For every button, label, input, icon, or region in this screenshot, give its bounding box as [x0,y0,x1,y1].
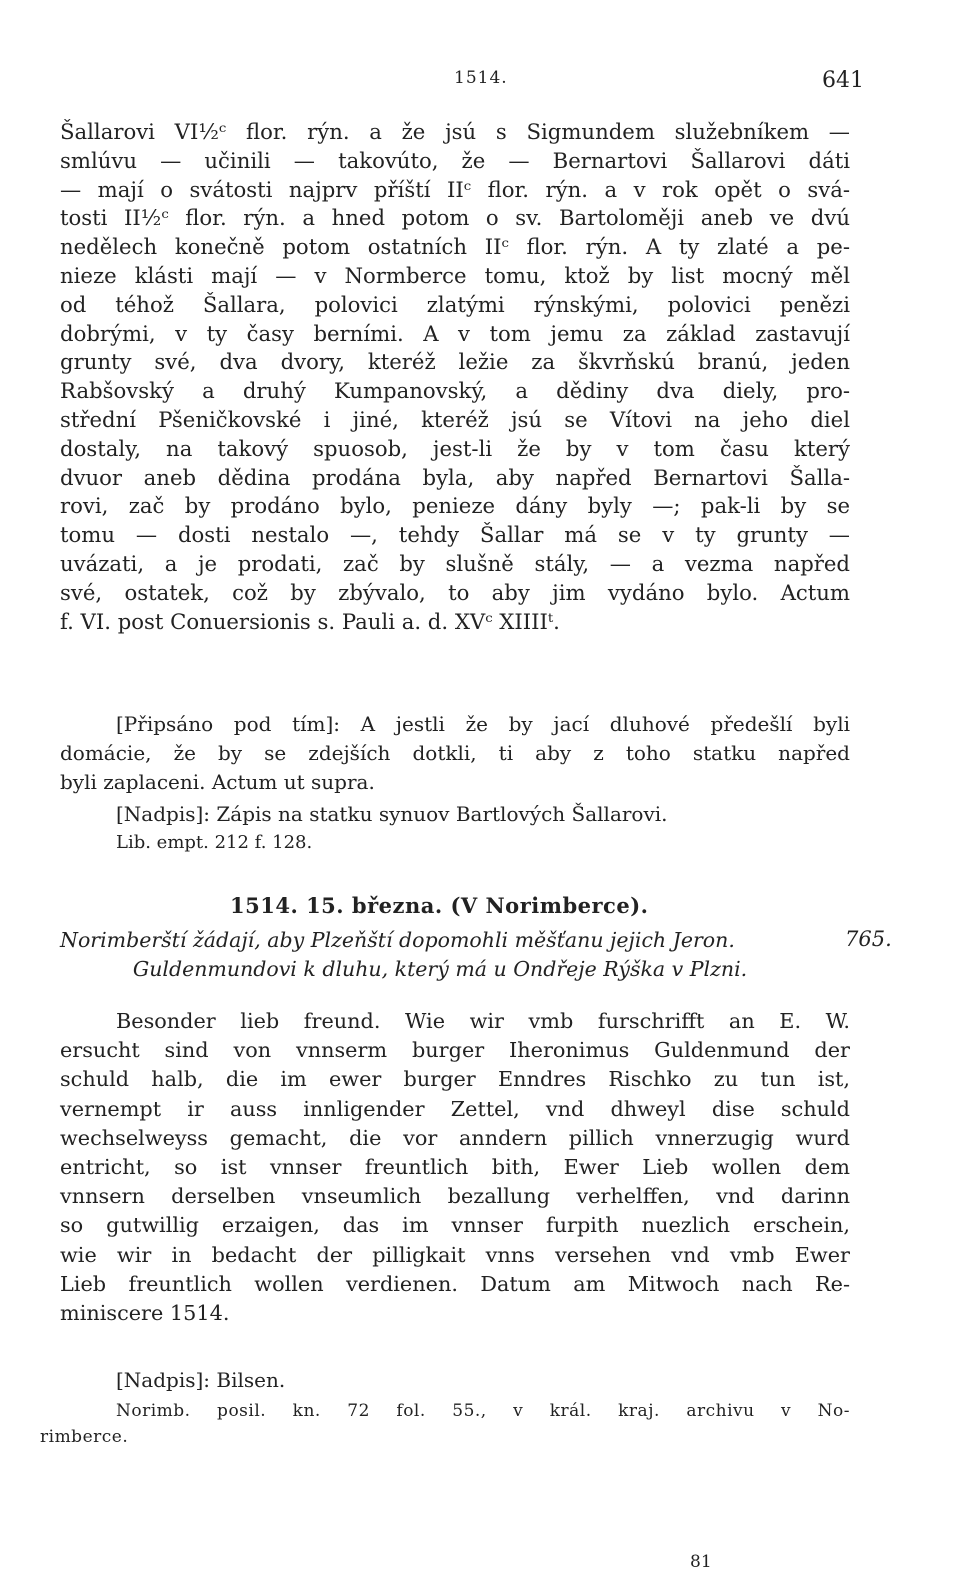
text-line: rovi, zač by prodáno bylo, penieze dány byly —; pak-li by se [60,493,850,519]
regest-line: Norimberští žádají, aby Plzeňští dopomohli měšťanu jejich Jeron. [60,928,735,952]
heading-note-text: [Nadpis]: Zápis na statku synuov Bartlových Šallarovi. [116,802,668,826]
text-line: Šallarovi VI½ᶜ flor. rýn. a že jsú s Sigmundem služebníkem — [60,119,850,144]
text-line: tomu — dosti nestalo —, tehdy Šallar má se v ty grunty — [60,522,850,548]
text-line: wechselweyss gemacht, die vor anndern pillich vnnerzugig wurd [60,1125,850,1150]
text-line: vernempt ir auss innligender Zettel, vnd dhweyl dise schuld [60,1096,850,1121]
text-line: tosti II½ᶜ flor. rýn. a hned potom o sv. Bartoloměji aneb ve dvú [60,205,850,231]
text-line: — mají o svátosti najprv příští IIᶜ flor. rýn. a v rok opět o svá- [60,176,850,202]
page-number: 641 [822,68,864,93]
letter-text [60,1007,850,1328]
heading-note [60,800,850,858]
text-line: Lieb freuntlich wollen verdienen. Datum am Mitwoch nach Re- [60,1271,850,1296]
entry-regest [60,926,850,984]
text-line: ersucht sind von vnnserm burger Iheronimus Guldenmund der [60,1038,850,1063]
text-line: miniscere 1514. [60,1301,230,1326]
text-line: nieze klásti mají — v Normberce tomu, ktož by list mocný měl [60,262,850,288]
text-line: vnnsern derselben vnseumlich bezallung verhelffen, vnd darinn [60,1184,850,1209]
archive-reference [40,1398,850,1450]
letter-heading-note [60,1366,850,1395]
archive-ref-line: rimberce. [40,1427,129,1447]
text-line: Besonder lieb freund. Wie wir vmb furschrifft an E. W. [116,1009,850,1033]
text-line: domácie, že by se zdejších dotkli, ti aby z toho statku napřed [60,740,850,765]
text-line: entricht, so ist vnnser freuntlich bith, Ewer Lieb wollen dem [60,1155,850,1180]
regest-line: Guldenmundovi k dluhu, který má u Ondřeje Rýška v Plzni. [132,957,748,981]
signature-mark: 81 [690,1552,712,1572]
text-line: střední Pšeničkovské i jiné, kteréž jsú se Vítovi na jeho diel [60,406,850,432]
entry-date-title: 1514. 15. března. (V Norimberce). [230,893,649,918]
text-line: byli zaplaceni. Actum ut supra. [60,769,375,794]
text-line: [Připsáno pod tím]: A jestli že by jací dluhové předešlí byli [116,712,850,736]
addendum-note [60,710,850,796]
text-line: dvuor aneb dědina prodána byla, aby napřed Bernartovi Šalla- [60,464,850,490]
archive-ref-line: Norimb. posil. kn. 72 fol. 55., v král. kraj. archivu v No- [116,1401,850,1421]
text-line: wie wir in bedacht der pilligkait vnns versehen vnd vmb Ewer [60,1242,850,1267]
source-reference: Lib. empt. 212 f. 128. [116,831,313,853]
document-number: 765. [845,927,892,951]
text-line: své, ostatek, což by zbývalo, to aby jim vydáno bylo. Actum [60,579,850,605]
text-line: Rabšovský a druhý Kumpanovský, a dědiny dva diely, pro- [60,378,850,404]
text-line: f. VI. post Conuersionis s. Pauli a. d. XVᶜ XIIIIᵗ. [60,608,560,634]
text-line: dostaly, na takový spuosob, jest-li že by v tom času který [60,435,850,461]
text-line: uvázati, a je prodati, zač by slušně stály, — a vezma napřed [60,550,850,576]
text-line: nedělech konečně potom ostatních IIᶜ flor. rýn. A ty zlaté a pe- [60,234,850,260]
continued-charter-text [60,118,850,636]
text-line: so gutwillig erzaigen, das im vnnser furpith nuezlich erschein, [60,1213,850,1238]
text-line: schuld halb, die im ewer burger Enndres Rischko zu tun ist, [60,1067,850,1092]
text-line: dobrými, v ty časy berními. A v tom jemu za základ zastavují [60,320,850,346]
text-line: od téhož Šallara, polovici zlatými rýnskými, polovici penězi [60,291,850,317]
text-line: grunty své, dva dvory, kteréž ležie za škvrňskú branú, jeden [60,349,850,375]
page-header [0,68,960,98]
letter-heading-text: [Nadpis]: Bilsen. [116,1368,286,1392]
header-year: 1514. [454,68,508,88]
text-line: smlúvu — učinili — takovúto, že — Bernartovi Šallarovi dáti [60,147,850,173]
